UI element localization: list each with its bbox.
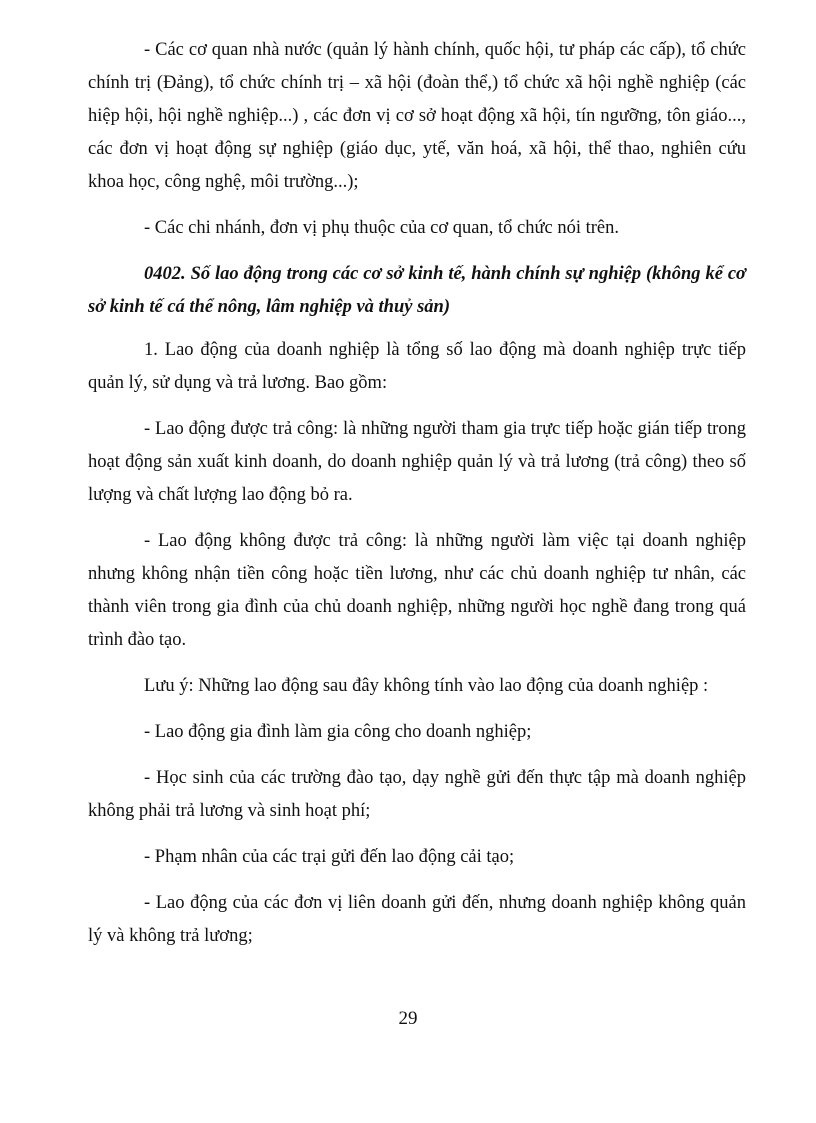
paragraph-state-agencies: - Các cơ quan nhà nước (quản lý hành chính, quốc hội, tư pháp các cấp), tổ chức chính trị (Đảng), tổ chức chính trị – xã hội (đoàn thể,) tổ chức xã hội nghề nghiệp (các hiệp hội, hội nghề nghiệp...) , các đơn vị cơ sở hoạt động xã hội, tín ngưỡng, tôn giáo..., các đơn vị hoạt động sự nghiệp (giáo dục, ytế, văn hoá, xã hội, thể thao, nghiên cứu khoa học, công nghệ, môi trường...); (88, 40, 746, 192)
paragraph-enterprise-labour: 1. Lao động của doanh nghiệp là tổng số lao động mà doanh nghiệp trực tiếp quản lý, sử dụng và trả lương. Bao gồm: (88, 340, 746, 393)
page-number: 29 (398, 1008, 418, 1029)
section-heading-0402: 0402. Số lao động trong các cơ sở kinh tế, hành chính sự nghiệp (không kể cơ sở kinh tế cá thể nông, lâm nghiệp và thuỷ sản) (88, 264, 746, 317)
paragraph-unpaid-labour: - Lao động không được trả công: là những người làm việc tại doanh nghiệp nhưng không nhận tiền công hoặc tiền lương, như các chủ doanh nghiệp tư nhân, các thành viên trong gia đình của chủ doanh nghiệp, những người học nghề đang trong quá trình đào tạo. (88, 531, 746, 650)
paragraph-students: - Học sinh của các trường đào tạo, dạy nghề gửi đến thực tập mà doanh nghiệp không phải trả lương và sinh hoạt phí; (88, 768, 746, 821)
paragraph-joint-venture: - Lao động của các đơn vị liên doanh gửi đến, nhưng doanh nghiệp không quản lý và không trả lương; (88, 893, 746, 946)
paragraph-prisoners: - Phạm nhân của các trại gửi đến lao động cải tạo; (144, 847, 515, 867)
paragraph-family-labour: - Lao động gia đình làm gia công cho doanh nghiệp; (144, 722, 532, 742)
paragraph-paid-labour: - Lao động được trả công: là những người tham gia trực tiếp hoặc gián tiếp trong hoạt động sản xuất kinh doanh, do doanh nghiệp quản lý và trả lương (trả công) theo số lượng và chất lượng lao động bỏ ra. (88, 419, 746, 505)
document-body (88, 34, 746, 966)
paragraph-branches: - Các chi nhánh, đơn vị phụ thuộc của cơ quan, tổ chức nói trên. (144, 218, 620, 238)
paragraph-note: Lưu ý: Những lao động sau đây không tính vào lao động của doanh nghiệp : (144, 676, 709, 696)
